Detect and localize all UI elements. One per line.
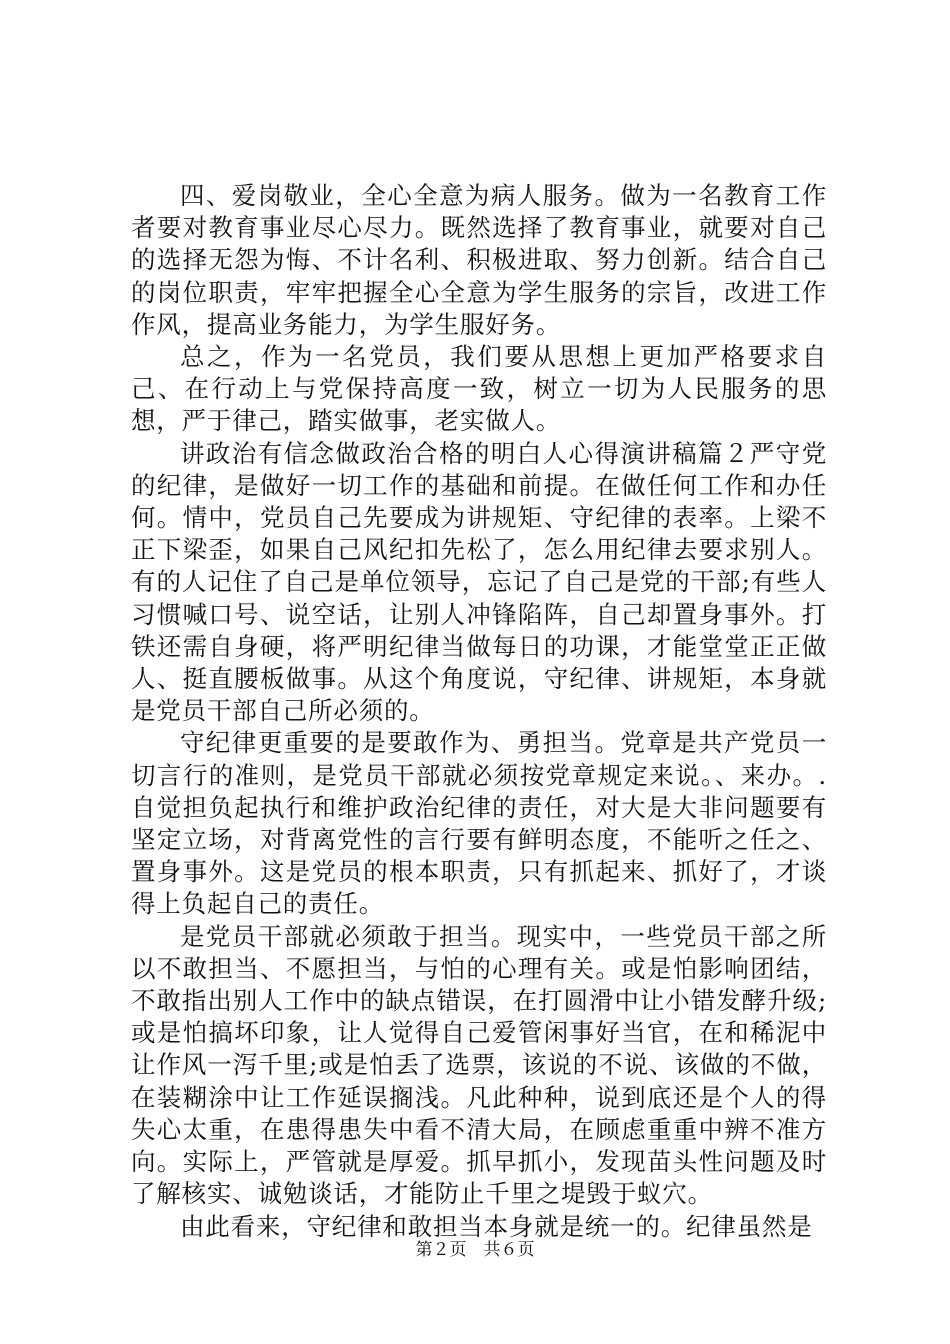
paragraph: 总之，作为一名党员，我们要从思想上更加严格要求自己、在行动上与党保持高度一致，树立一切为人民服务的思想，严于律己，踏实做事，老实做人。 [131,342,827,436]
document-body [131,180,827,1243]
paragraph: 守纪律更重要的是要敢作为、勇担当。党章是共产党员一切言行的准则，是党员干部就必须按党章规定来说。、来办。.自觉担负起执行和维护政治纪律的责任，对大是大非问题要有坚定立场，对背离党性的言行要有鲜明态度，不能听之任之、置身事外。这是党员的根本职责，只有抓起来、抓好了，才谈得上负起自己的责任。 [131,728,827,919]
page-number-footer: 第２页 共６页 [415,1240,535,1260]
paragraph: 讲政治有信念做政治合格的明白人心得演讲稿篇２严守党的纪律，是做好一切工作的基础和前提。在做任何工作和办任何。情中，党员自己先要成为讲规矩、守纪律的表率。上梁不正下梁歪，如果自己风纪扣先松了，怎么用纪律去要求别人。有的人记住了自己是单位领导，忘记了自己是党的干部;有些人习惯喊口号、说空话，让别人冲锋陷阵，自己却置身事外。打铁还需自身硬，将严明纪律当做每日的功课，才能堂堂正正做人、挺直腰板做事。从这个角度说，守纪律、讲规矩，本身就是党员干部自己所必须的。 [131,438,827,726]
paragraph: 由此看来，守纪律和敢担当本身就是统一的。纪律虽然是 [180,1211,813,1241]
paragraph: 是党员干部就必须敢于担当。现实中，一些党员干部之所以不敢担当、不愿担当，与怕的心理有关。或是怕影响团结，不敢指出别人工作中的缺点错误，在打圆滑中让小错发酵升级;或是怕搞坏印象，让人觉得自己爱管闲事好当官，在和稀泥中让作风一泻千里;或是怕丢了选票，该说的不说、该做的不做，在装糊涂中让工作延误搁浅。凡此种种，说到底还是个人的得失心太重，在患得患失中看不清大局，在顾虑重重中辨不准方向。实际上，严管就是厚爱。抓早抓小，发现苗头性问题及时了解核实、诚勉谈话，才能防止千里之堤毁于蚁穴。 [131,921,827,1209]
paragraph: 四、爱岗敬业，全心全意为病人服务。做为一名教育工作者要对教育事业尽心尽力。既然选择了教育事业，就要对自己的选择无怨为悔、不计名利、积极进取、努力创新。结合自己的岗位职责，牢牢把握全心全意为学生服务的宗旨，改进工作作风，提高业务能力，为学生服好务。 [131,181,827,339]
